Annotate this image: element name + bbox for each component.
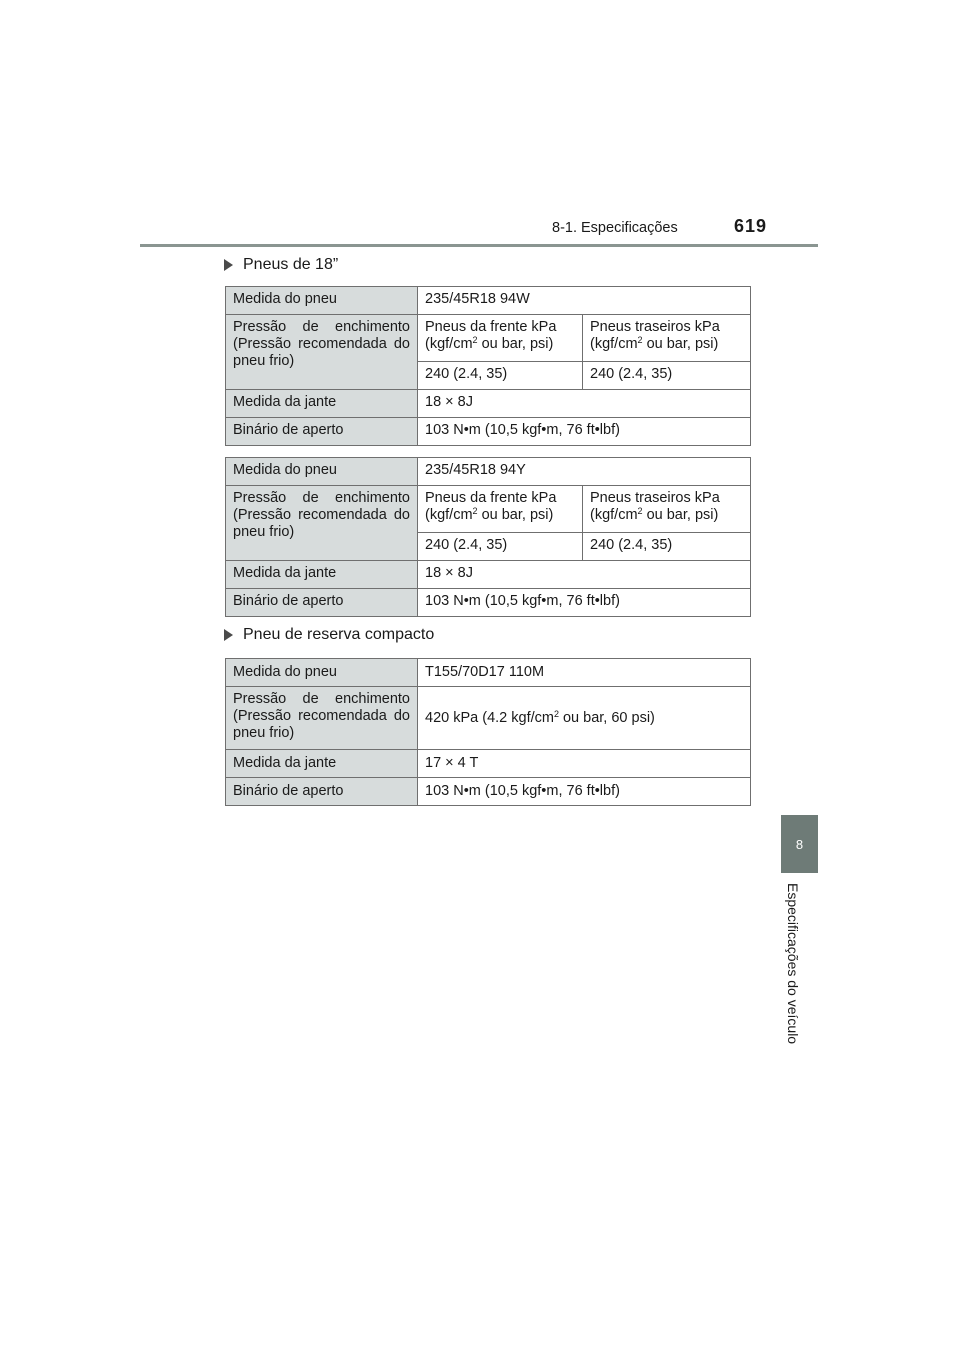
triangle-bullet-icon (224, 629, 233, 641)
table-label-cell: Pressão de enchimento (Pressão recomendada do pneu frio) (226, 315, 418, 390)
page-header-section: 8-1. Especificações (552, 220, 678, 236)
page-number: 619 (734, 216, 768, 236)
table-label-cell: Pressão de enchimento (Pressão recomendada do pneu frio) (226, 486, 418, 561)
table-label-cell: Medida da jante (226, 390, 418, 418)
section-heading-18-tires (224, 256, 338, 274)
chapter-tab (781, 815, 818, 873)
table-header-cell: Pneus da frente kPa ($kgf/cm^2$ ou bar, psi) (418, 315, 583, 362)
table-value-cell: 240 (2.4, 35) (418, 362, 583, 390)
table-row (226, 750, 751, 778)
section-heading-label: Pneus de 18” (243, 256, 339, 273)
table-value-cell: 103 N•m (10,5 kgf•m, 76 ft•lbf) (418, 418, 751, 446)
table-value-cell: 103 N•m (10,5 kgf•m, 76 ft•lbf) (418, 778, 751, 806)
table-row (226, 486, 751, 533)
table-label-cell: Medida do pneu (226, 659, 418, 687)
table-value-cell: 18 × 8J (418, 561, 751, 589)
table-value-cell: 235/45R18 94Y (418, 458, 751, 486)
spec-table-spare (225, 658, 751, 806)
table-header-cell: Pneus da frente kPa ($kgf/cm^2$ ou bar, psi) (418, 486, 583, 533)
table-row (226, 561, 751, 589)
chapter-tab-number: 8 (795, 836, 804, 852)
table-value-cell: 240 (2.4, 35) (583, 533, 751, 561)
table-label-cell: Binário de aperto (226, 418, 418, 446)
spec-table-94y (225, 457, 751, 617)
triangle-bullet-icon (224, 259, 233, 271)
table-label-cell: Medida do pneu (226, 287, 418, 315)
section-heading-label: Pneu de reserva compacto (243, 626, 435, 643)
table-value-cell: 235/45R18 94W (418, 287, 751, 315)
table-row (226, 589, 751, 617)
table-row (226, 659, 751, 687)
table-value-cell: 240 (2.4, 35) (583, 362, 751, 390)
spec-table-94w (225, 286, 751, 446)
table-row (226, 778, 751, 806)
table-header-cell: Pneus traseiros kPa ($kgf/cm^2$ ou bar, psi) (583, 315, 751, 362)
section-heading-spare-tire (224, 626, 434, 644)
table-label-cell: Pressão de enchimento (Pressão recomendada do pneu frio) (226, 687, 418, 750)
table-label-cell: Binário de aperto (226, 589, 418, 617)
table-label-cell: Medida da jante (226, 750, 418, 778)
table-header-cell: Pneus traseiros kPa ($kgf/cm^2$ ou bar, psi) (583, 486, 751, 533)
table-label-cell: Binário de aperto (226, 778, 418, 806)
table-row (226, 418, 751, 446)
table-row (226, 390, 751, 418)
table-value-cell: 17 × 4 T (418, 750, 751, 778)
table-label-cell: Medida da jante (226, 561, 418, 589)
chapter-tab-label: Especificações do veículo (785, 883, 801, 1045)
table-value-cell: 420 kPa (4.2 kgf/$cm^2$ ou bar, 60 psi) (418, 687, 751, 750)
header-rule (140, 244, 818, 247)
table-row (226, 315, 751, 362)
table-value-cell: 240 (2.4, 35) (418, 533, 583, 561)
table-row (226, 287, 751, 315)
table-value-cell: 18 × 8J (418, 390, 751, 418)
table-value-cell: T155/70D17 110M (418, 659, 751, 687)
table-label-cell: Medida do pneu (226, 458, 418, 486)
table-row (226, 458, 751, 486)
table-value-cell: 103 N•m (10,5 kgf•m, 76 ft•lbf) (418, 589, 751, 617)
table-row (226, 687, 751, 750)
